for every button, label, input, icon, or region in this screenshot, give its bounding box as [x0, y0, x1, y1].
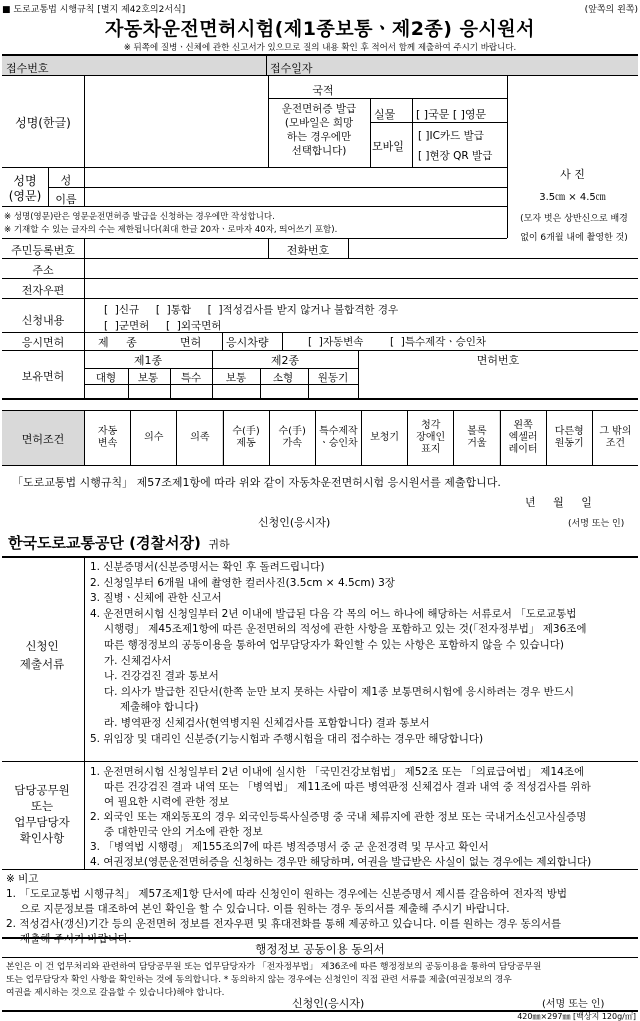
condition-cell[interactable]: 청각 장애인 표지 — [407, 411, 453, 465]
mobile-ic-option[interactable]: [ ]IC카드 발급 — [418, 130, 484, 142]
name-row — [2, 76, 507, 168]
documents-label: 신청인 제출서류 — [19, 639, 65, 671]
email-label: 전자우편 — [21, 284, 65, 297]
eng-note-2: ※ 기재할 수 있는 글자의 수는 제한됩니다(최대 한글 20자ㆍ로마자 40자, 띄어쓰기 포함). — [4, 225, 338, 235]
condition-cell[interactable]: 특수제작 ㆍ승인차 — [315, 411, 361, 465]
exam-special-option[interactable]: [ ]특수제작ㆍ승인차 — [390, 336, 487, 348]
consent-line-3: 여권을 제시하는 것으로 갈음할 수 있습니다)해야 합니다. — [6, 988, 225, 998]
submission-statement: 「도로교통법 시행규칙」 제57조제1항에 따라 위와 같이 자동차운전면허시험 응시원서를 제출합니다. — [12, 476, 501, 489]
documents-section — [2, 557, 638, 762]
condition-cell[interactable]: 볼록 거울 — [453, 411, 499, 465]
exam-license-suffix: 면허 — [180, 336, 202, 349]
document-line: 2. 신청일부터 6개월 내에 촬영한 컬러사진(3.5cm × 4.5cm) 3장 — [90, 576, 395, 589]
consent-title: 행정정보 공동이용 동의서 — [255, 942, 385, 956]
held-c2-moped[interactable]: 원동기 — [317, 372, 349, 384]
held-class1-label: 제1종 — [133, 354, 163, 367]
document-line: 1. 신분증명서(신분증명서는 확인 후 돌려드립니다) — [90, 561, 325, 573]
physical-options[interactable]: [ ]국문 [ ]영문 — [416, 108, 487, 121]
official-check-section — [2, 762, 638, 870]
condition-cell[interactable]: 자동 변속 — [84, 411, 130, 465]
consent-line-1: 본인은 이 건 업무처리와 관련하여 담당공무원 또는 업무담당자가 「전자정부법」 제36조에 따른 행정정보의 공동이용을 통하여 담당공무원 — [6, 962, 542, 972]
condition-cell[interactable]: 그 밖의 조건 — [592, 411, 638, 465]
remark-line: 으로 지문정보를 대조하여 본인 확인을 할 수 있습니다. 이를 원하는 경우 동의서를 제출해 주시기 바랍니다. — [20, 903, 510, 915]
rrn-label: 주민등록번호 — [11, 244, 75, 257]
exam-license-row — [2, 332, 638, 350]
consent-signature[interactable]: (서명 또는 인) — [542, 999, 605, 1010]
form-reference: ■ 도로교통법 시행규칙 [별지 제42호의2서식] — [2, 5, 186, 15]
photo-box — [507, 76, 638, 243]
official-check-line: 여 필요한 시력에 관한 정보 — [104, 796, 229, 808]
addressee-suffix: 귀하 — [208, 538, 230, 551]
exam-license-label: 응시면허 — [21, 336, 65, 349]
held-license-section — [2, 350, 638, 398]
exam-license-kind[interactable]: 제 종 — [98, 336, 137, 349]
form-title: 자동차운전면허시험(제1종보통ㆍ제2종) 응시원서 — [104, 18, 535, 40]
remarks-section — [6, 872, 636, 947]
name-field[interactable] — [86, 78, 266, 164]
condition-cell[interactable]: 수(手) 제동 — [223, 411, 269, 465]
photo-title: 사 진 — [560, 168, 585, 181]
document-line: 5. 위임장 및 대리인 신분증(기능시험과 주행시험을 대리 접수하는 경우만 해당합니다) — [90, 732, 484, 745]
document-line: 따른 행정정보의 공동이용을 통하여 업무담당자가 확인할 수 있는 사항은 포함하지 않을 수 있습니다) — [104, 638, 565, 651]
submission-applicant: 신청인(응시자) — [258, 516, 331, 529]
held-c2-small[interactable]: 소형 — [272, 372, 294, 384]
document-line: 3. 질병ㆍ신체에 관한 신고서 — [90, 592, 222, 605]
paper-spec: 420㎜×297㎜ [백상지 120g/㎡] — [517, 1012, 636, 1021]
photo-description: (모자 벗은 상반신으로 배경 없이 6개월 내에 촬영한 것) — [520, 214, 628, 243]
photo-size: 3.5㎝ × 4.5㎝ — [539, 192, 606, 203]
receipt-date-label: 접수일자 — [270, 62, 313, 75]
conditions-label: 면허조건 — [21, 433, 65, 446]
consent-applicant: 신청인(응시자) — [292, 997, 365, 1010]
page-side: (앞쪽의 왼쪽) — [584, 5, 638, 15]
official-check-line: 중 대한민국 안의 거소에 관한 정보 — [104, 826, 263, 838]
held-class2-label: 제2종 — [270, 354, 300, 367]
mobile-label: 모바일 — [372, 140, 404, 153]
official-check-line: 1. 운전면허시험 신청일부터 2년 이내에 실시한 「국민건강보험법」 제52조 또는 「의료급여법」 제14조에 — [90, 766, 585, 778]
document-line: 제출해야 합니다) — [120, 701, 199, 714]
application-type-line-2[interactable]: [ ]군면허 [ ]외국면허 — [104, 320, 222, 332]
surname-label: 성 — [60, 174, 72, 187]
given-name-label: 이름 — [55, 193, 77, 206]
remarks-title: ※ 비고 — [6, 873, 39, 885]
submission-date[interactable]: 년 월 일 — [525, 496, 592, 509]
physical-label: 실물 — [374, 108, 396, 121]
condition-cell[interactable]: 보청기 — [361, 411, 407, 465]
receipt-row — [2, 54, 638, 76]
document-line: 4. 운전면허시험 신청일부터 2년 이내에 발급된 다음 각 목의 어느 하나에 해당하는 서류로서 「도로교통법 — [90, 607, 577, 620]
held-c2-normal[interactable]: 보통 — [225, 372, 247, 384]
held-c1-special[interactable]: 특수 — [180, 372, 202, 384]
application-type-label: 신청내용 — [21, 314, 65, 327]
document-line: 다. 의사가 발급한 진단서(한쪽 눈만 보지 못하는 사람이 제1종 보통면허시험에 응시하려는 경우 반드시 — [104, 685, 575, 698]
official-check-line: 4. 여권정보(영문운전면허증을 신청하는 경우만 해당하며, 여권을 발급받은 사실이 없는 경우에는 제외합니다) — [90, 856, 592, 868]
document-line: 가. 신체검사서 — [104, 654, 172, 667]
applicant-section — [2, 76, 638, 346]
remark-line: 2. 적성검사(갱신)기간 등의 운전면허 정보를 전자우편 및 휴대전화를 통해 제공하고 있습니다. 이를 원하는 경우 동의서를 — [6, 918, 562, 930]
official-check-line: 따른 건강검진 결과 내역 또는 「병역법」 제11조에 따른 병역판정 신체검사 결과 내역 중 적성검사를 위하 — [104, 781, 591, 793]
condition-cell[interactable]: 왼쪽 엑셀러 레이터 — [500, 411, 546, 465]
remark-line: 1. 「도로교통법 시행규칙」 제57조제1항 단서에 따라 신청인이 원하는 경우에는 신분증명서 제시를 갈음하여 전자적 방법 — [6, 888, 568, 900]
condition-cell[interactable]: 수(手) 가속 — [269, 411, 315, 465]
document-line: 라. 병역판정 신체검사(현역병지원 신체검사를 포함합니다) 결과 통보서 — [104, 716, 430, 729]
held-c1-large[interactable]: 대형 — [95, 372, 117, 384]
receipt-number-label: 접수번호 — [6, 62, 49, 75]
name-label: 성명(한글) — [15, 116, 71, 130]
consent-line-2: 또는 업무담당자 확인 사항을 확인하는 것에 동의합니다. * 동의하지 않는 경우에는 신청인이 직접 관련 서류를 제출(여권정보의 경우 — [6, 975, 512, 985]
official-check-label: 담당공무원 또는 업무담당자 확인사항 — [14, 783, 70, 845]
condition-cell[interactable]: 의족 — [176, 411, 222, 465]
exam-auto-option[interactable]: [ ]자동변속 — [308, 336, 364, 348]
held-license-number-label: 면허번호 — [476, 354, 520, 367]
phone-label: 전화번호 — [286, 244, 330, 257]
condition-cell[interactable]: 다른형 원동기 — [546, 411, 592, 465]
remark-line: 제출해 주시기 바랍니다. — [20, 933, 132, 945]
addressee — [8, 532, 230, 553]
form-notice: ※ 뒤쪽에 질병ㆍ신체에 관한 신고서가 있으므로 질의 내용 확인 후 적어서 함께 제출하여 주시기 바랍니다. — [123, 43, 517, 53]
held-license-label: 보유면허 — [21, 370, 65, 383]
submission-signature[interactable]: (서명 또는 인) — [568, 519, 625, 529]
held-c1-normal[interactable]: 보통 — [137, 372, 159, 384]
document-line: 나. 건강검진 결과 통보서 — [104, 670, 219, 683]
nationality-label: 국적 — [312, 84, 334, 97]
exam-vehicle-label: 응시차량 — [226, 336, 269, 349]
addressee-name: 한국도로교통공단 (경찰서장) — [8, 534, 201, 552]
official-check-line: 2. 외국인 또는 재외동포의 경우 외국인등록사실증명 중 국내 체류지에 관한 정보 또는 국내거소신고사실증명 — [90, 811, 587, 823]
official-check-line: 3. 「병역법 시행령」 제155조의7에 따른 병적증명서 중 군 운전경력 및 무사고 확인서 — [90, 841, 489, 853]
address-label: 주소 — [32, 264, 54, 277]
eng-name-label: 성명 (영문) — [8, 174, 42, 203]
mobile-qr-option[interactable]: [ ]현장 QR 발급 — [418, 150, 493, 162]
consent-section — [2, 939, 638, 1009]
license-issue-label: 운전면허증 발급 (모바일은 희망 하는 경우에만 선택합니다) — [281, 103, 357, 157]
condition-cell[interactable]: 의수 — [130, 411, 176, 465]
document-line: 시행령」 제45조제1항에 따른 운전면허의 적성에 관한 사항을 포함하고 있는 것(「전자정부법」 제36조에 — [104, 623, 587, 636]
eng-note-1: ※ 성명(영문)란은 영문운전면허증 발급을 신청하는 경우에만 작성합니다. — [4, 212, 275, 222]
application-type-line-1[interactable]: [ ]신규 [ ]통합 [ ]적성검사를 받지 않거나 불합격한 경우 — [104, 304, 399, 316]
conditions-row — [2, 410, 638, 466]
